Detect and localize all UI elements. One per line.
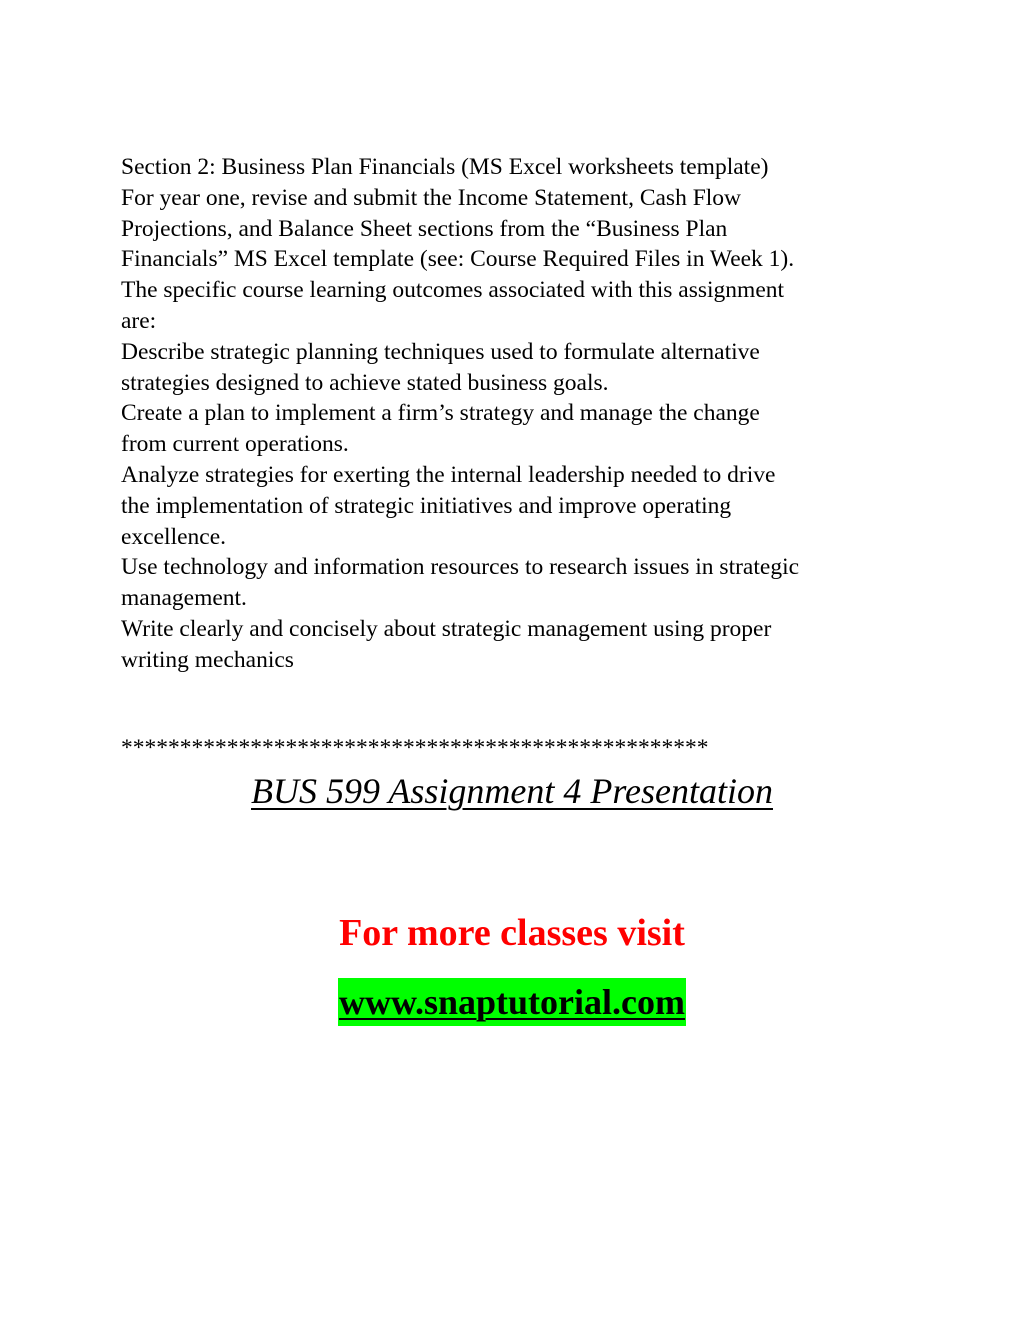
body-line: excellence. [121, 523, 227, 550]
body-line: writing mechanics [121, 646, 294, 673]
body-line: management. [121, 585, 247, 612]
body-line: strategies designed to achieve stated business goals. [121, 369, 609, 396]
body-line: are: [121, 307, 157, 334]
body-line: Use technology and information resources to research issues in strategic [121, 554, 800, 581]
assignment-body [121, 152, 911, 676]
body-line: Financials” MS Excel template (see: Course Required Files in Week 1). [121, 246, 795, 273]
body-line: Create a plan to implement a firm’s strategy and manage the change [121, 400, 760, 427]
body-line: Write clearly and concisely about strategic management using proper [121, 615, 772, 642]
body-line: The specific course learning outcomes associated with this assignment [121, 277, 785, 304]
body-line: the implementation of strategic initiatives and improve operating [121, 492, 732, 519]
body-line: For year one, revise and submit the Income Statement, Cash Flow [121, 184, 742, 211]
promo-heading: For more classes visit [339, 912, 685, 954]
link-container [0, 978, 1024, 1026]
asterisk-separator: ************************************************** [121, 735, 709, 761]
assignment-title: BUS 599 Assignment 4 Presentation [251, 771, 773, 811]
body-line: Describe strategic planning techniques used to formulate alternative [121, 338, 760, 365]
body-line: Section 2: Business Plan Financials (MS Excel worksheets template) [121, 154, 769, 180]
body-line: Analyze strategies for exerting the internal leadership needed to drive [121, 461, 776, 488]
website-link[interactable]: www.snaptutorial.com [338, 978, 686, 1026]
body-line: Projections, and Balance Sheet sections from the “Business Plan [121, 215, 728, 242]
body-line: from current operations. [121, 431, 349, 458]
